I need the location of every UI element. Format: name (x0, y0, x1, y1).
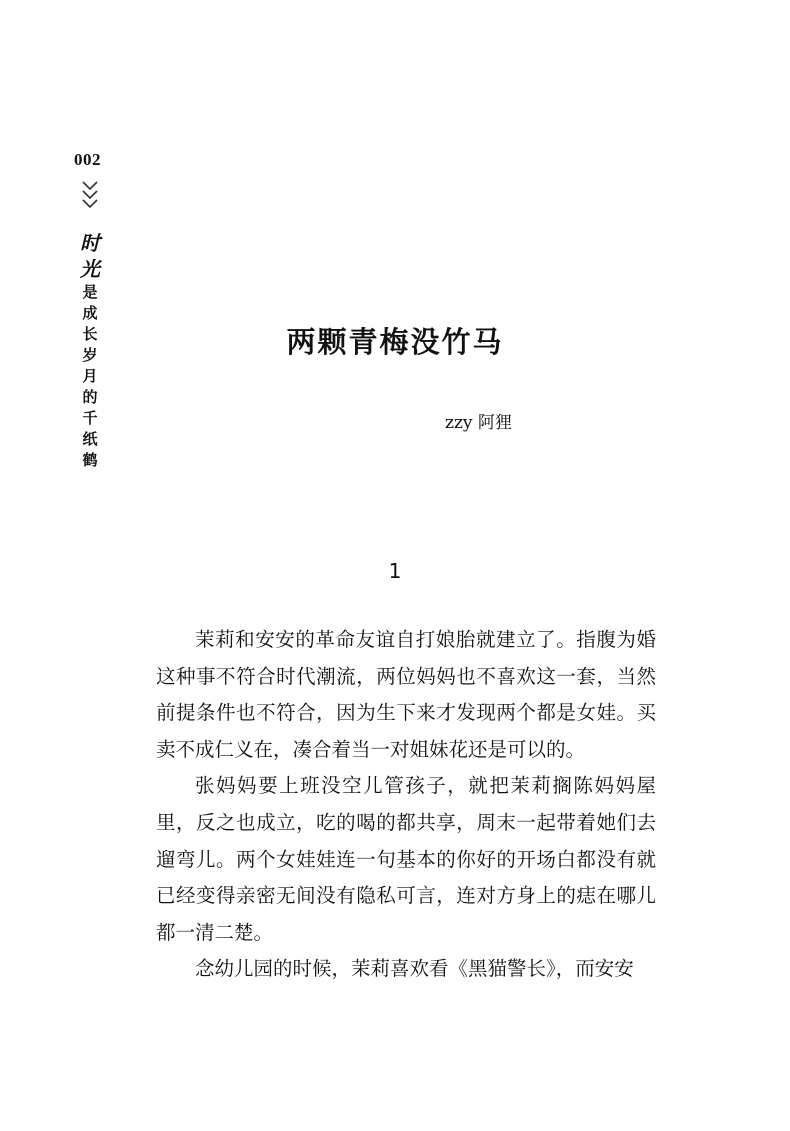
running-head-char: 是 (82, 283, 98, 301)
article-title: 两颗青梅没竹马 (286, 325, 504, 359)
page-number: 002 (74, 150, 101, 169)
running-head-char: 岁 (82, 346, 98, 364)
running-head-char: 长 (82, 325, 98, 343)
paragraph: 念幼儿园的时候，茉莉喜欢看《黑猫警长》，而安安 (195, 957, 634, 981)
running-head-char: 光 (80, 257, 100, 281)
article-body (156, 622, 656, 988)
section-number: 1 (388, 559, 402, 583)
running-head-char: 月 (82, 367, 98, 385)
running-head-char: 纸 (82, 430, 98, 448)
article-author: zzy 阿狸 (445, 413, 512, 433)
running-head-char: 时 (80, 231, 100, 255)
running-head-char: 的 (82, 388, 98, 406)
running-head-char: 千 (82, 409, 98, 427)
paragraph: 张妈妈要上班没空儿管孩子，就把茉莉搁陈妈妈屋里，反之也成立，吃的喝的都共享，周末一起带着她们去遛弯儿。两个女娃娃连一句基本的你好的开场白都没有就已经变得亲密无间没有隐私可言，连对方身上的痣在哪儿都一清二楚。 (156, 774, 656, 944)
running-head-char: 鹤 (82, 451, 98, 469)
triple-chevron-down-icon (80, 178, 100, 218)
running-head-char: 成 (82, 304, 98, 322)
paragraph: 茉莉和安安的革命友谊自打娘胎就建立了。指腹为婚这种事不符合时代潮流，两位妈妈也不喜欢这一套，当然前提条件也不符合，因为生下来才发现两个都是女娃。买卖不成仁义在，凑合着当一对姐妹花还是可以的。 (156, 628, 656, 761)
